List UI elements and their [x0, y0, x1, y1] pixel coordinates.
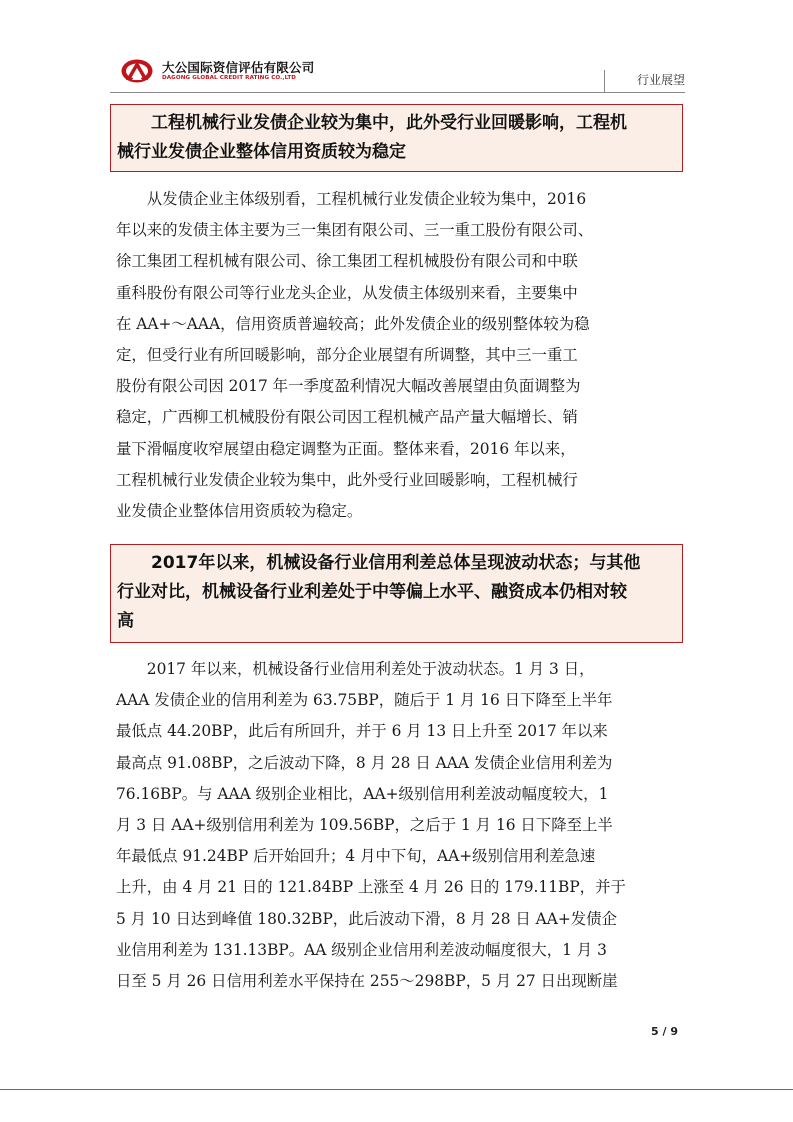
key-finding-box-2	[110, 544, 683, 643]
text-line: 股份有限公司因 2017 年一季度盈利情况大幅改善展望由负面调整为	[116, 377, 581, 396]
key-finding-line: 2017年以来，机械设备行业信用利差总体呈现波动状态；与其他	[117, 553, 641, 573]
text-line: 日至 5 月 26 日信用利差水平保持在 255～298BP，5 月 27 日出现断崖	[116, 972, 618, 991]
text-line: 年以来的发债主体主要为三一集团有限公司、三一重工股份有限公司、	[116, 221, 594, 240]
key-finding-box-1	[110, 104, 683, 172]
key-finding-line: 高	[117, 611, 134, 631]
footer-divider	[0, 1089, 793, 1090]
text-line: 月 3 日 AA+级别信用利差为 109.56BP，之后于 1 月 16 日下降至上半	[116, 816, 613, 835]
key-finding-line: 行业对比，机械设备行业利差处于中等偏上水平、融资成本仍相对较	[117, 582, 627, 602]
section-label: 行业展望	[604, 70, 685, 92]
company-name-en: DAGONG GLOBAL CREDIT RATING CO.,LTD	[162, 75, 296, 81]
text-line: 业发债企业整体信用资质较为稳定。	[116, 502, 363, 521]
key-finding-line: 械行业发债企业整体信用资质较为稳定	[117, 142, 406, 162]
text-line: 在 AA+～AAA，信用资质普遍较高；此外发债企业的级别整体较为稳	[116, 314, 590, 333]
text-line: 稳定，广西柳工机械股份有限公司因工程机械产品产量大幅增长、销	[116, 408, 578, 427]
company-name-cn: 大公国际资信评估有限公司	[162, 60, 315, 75]
page-header	[110, 52, 685, 93]
text-line: 5 月 10 日达到峰值 180.32BP，此后波动下滑，8 月 28 日 AA+发债企	[116, 909, 617, 928]
text-line: AAA 发债企业的信用利差为 63.75BP，随后于 1 月 16 日下降至上半年	[116, 691, 613, 710]
text-line: 业信用利差为 131.13BP。AA 级别企业信用利差波动幅度很大，1 月 3	[116, 940, 607, 959]
text-line: 76.16BP。与 AAA 级别企业相比，AA+级别信用利差波动幅度较大，1	[116, 784, 609, 803]
text-line: 2017 年以来，机械设备行业信用利差处于波动状态。1 月 3 日，	[116, 660, 595, 678]
text-line: 徐工集团工程机械有限公司、徐工集团工程机械股份有限公司和中联	[116, 252, 578, 271]
text-line: 最高点 91.08BP，之后波动下降，8 月 28 日 AAA 发债企业信用利差为	[116, 753, 613, 772]
text-line: 年最低点 91.24BP 后开始回升；4 月中下旬，AA+级别信用利差急速	[116, 847, 596, 866]
text-line: 上升，由 4 月 21 日的 121.84BP 上涨至 4 月 26 日的 179.11BP，并于	[116, 878, 626, 897]
body-paragraph-1	[116, 184, 684, 527]
key-finding-line: 工程机械行业发债企业较为集中，此外受行业回暖影响，工程机	[117, 113, 627, 133]
text-line: 重科股份有限公司等行业龙头企业，从发债主体级别来看，主要集中	[116, 283, 578, 302]
text-line: 从发债企业主体级别看，工程机械行业发债企业较为集中，2016	[116, 190, 587, 208]
text-line: 量下滑幅度收窄展望由稳定调整为正面。整体来看，2016 年以来，	[116, 439, 576, 458]
text-line: 定，但受行业有所回暖影响，部分企业展望有所调整，其中三一重工	[116, 346, 578, 365]
text-line: 最低点 44.20BP，此后有所回升，并于 6 月 13 日上升至 2017 年以来	[116, 722, 608, 741]
page-number: 5 / 9	[651, 1025, 678, 1038]
dagong-logo-icon	[120, 58, 154, 84]
body-paragraph-2	[116, 654, 684, 997]
text-line: 工程机械行业发债企业较为集中，此外受行业回暖影响，工程机械行	[116, 470, 578, 489]
